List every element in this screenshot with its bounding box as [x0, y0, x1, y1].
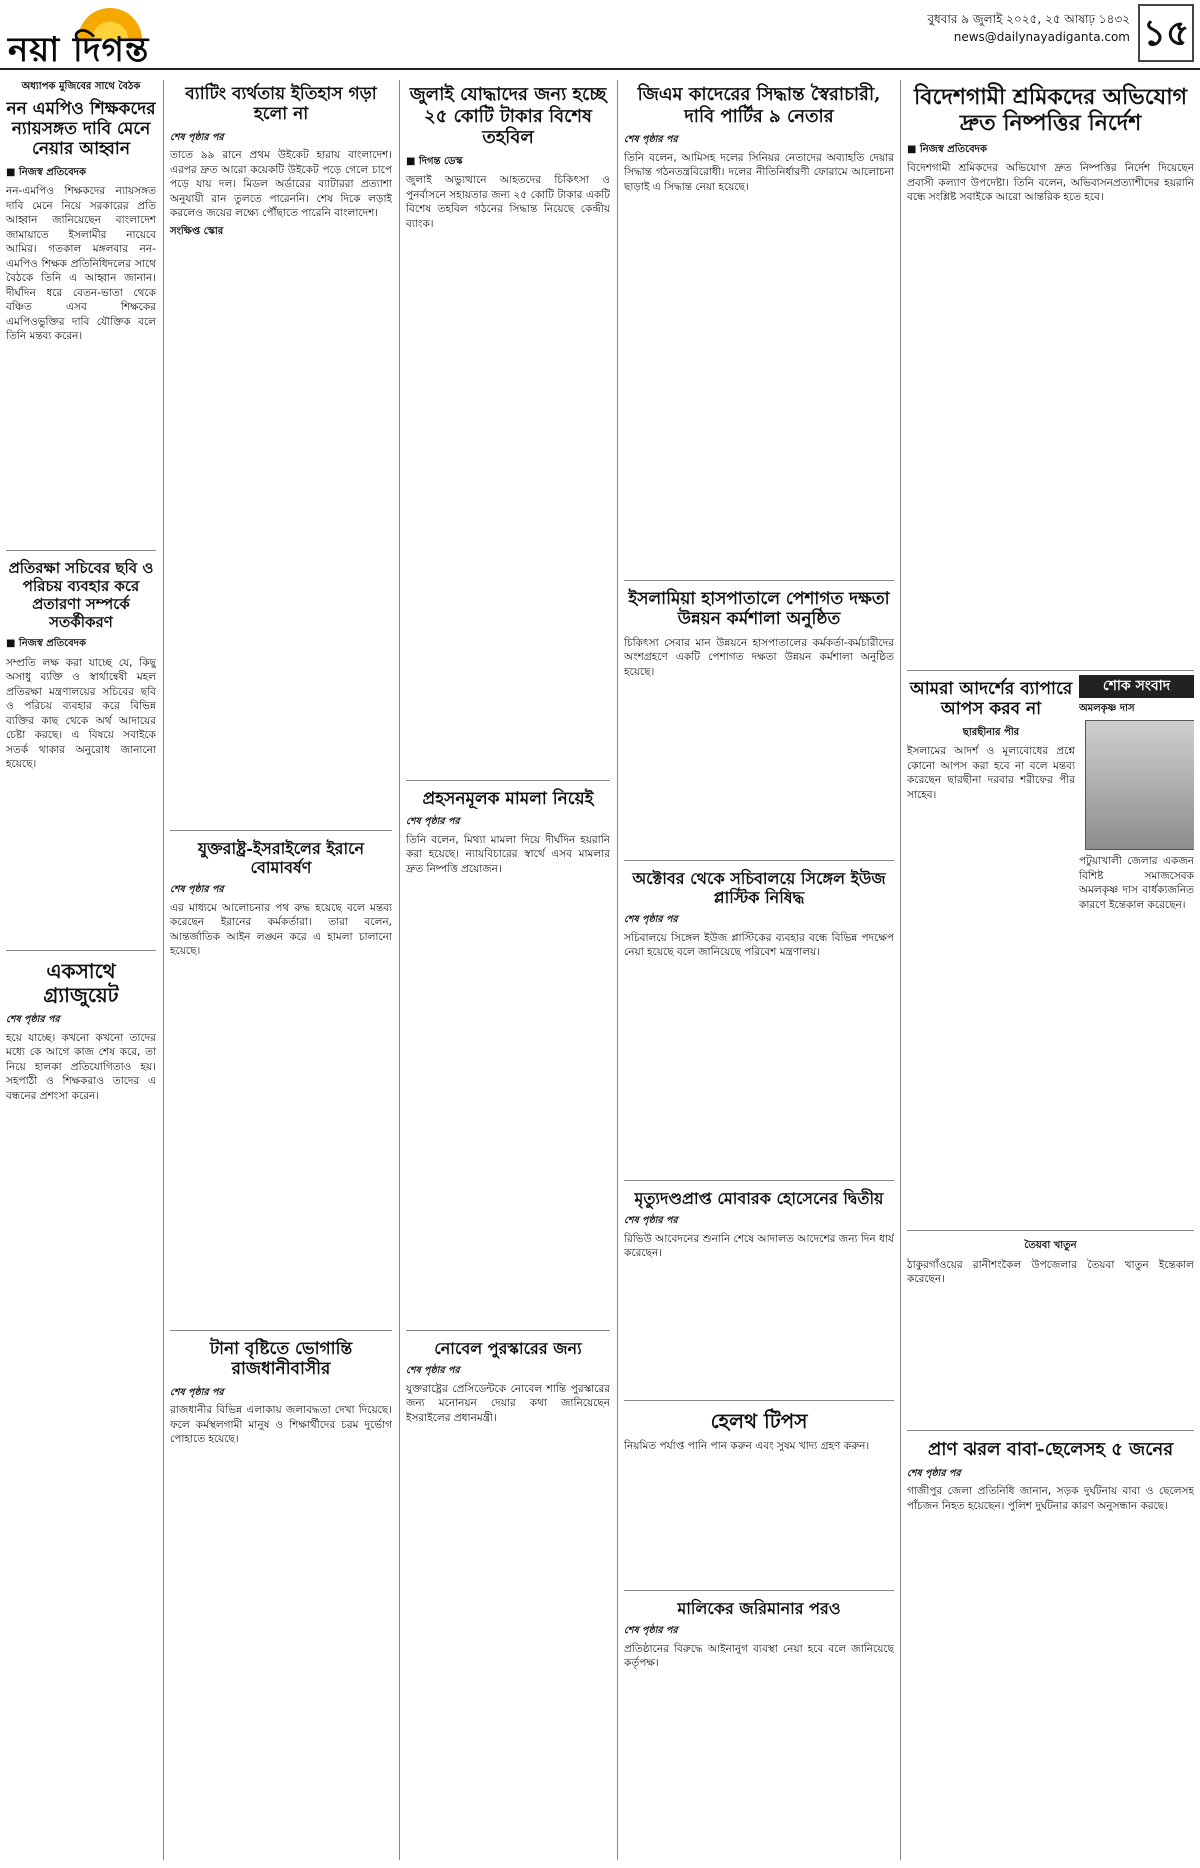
column-4	[624, 80, 894, 1840]
article-headline: অক্টোবর থেকে সচিবালয়ে সিঙ্গেল ইউজ প্লাস্টিক নিষিদ্ধ	[632, 869, 886, 908]
article-kicker: অধ্যাপক মুজিবের সাথে বৈঠক	[21, 81, 141, 92]
page-number: ১৫	[1138, 4, 1194, 62]
article-iran-bombing[interactable]	[170, 830, 392, 1330]
article-headline: একসাথে গ্র্যাজুয়েট	[43, 959, 119, 1007]
article-byline: ছারছীনার পীর	[962, 726, 1020, 738]
column-rule	[617, 80, 618, 1860]
article-body: তিনি বলেন, আমিসহ দলের সিনিয়র নেতাদের অব্যাহতি দেয়ার সিদ্ধান্ত গঠনতন্ত্রবিরোধী। দলের নীতিনির্ধারণী ফোরামে আলোচনা ছাড়াই এ সিদ্ধান্ত নেয়া হয়েছে।	[624, 151, 894, 193]
continued-label: শেষ পৃষ্ঠার পর	[624, 134, 678, 146]
logo-text: নয়া দিগন্ত	[8, 30, 150, 70]
article-body: রাজধানীর বিভিন্ন এলাকায় জলাবদ্ধতা দেখা দিয়েছে। ফলে কর্মস্থলগামী মানুষ ও শিক্ষার্থীদের চরম দুর্ভোগ পোহাতে হয়েছে।	[170, 1404, 392, 1446]
article-headline: নোবেল পুরস্কারের জন্য	[434, 1339, 582, 1358]
scorecard-title: সংক্ষিপ্ত স্কোর	[170, 225, 224, 237]
continued-label: শেষ পৃষ্ঠার পর	[406, 816, 460, 828]
obituary-heading: শোক সংবাদ	[1079, 675, 1194, 698]
article-headline: যুক্তরাষ্ট্র-ইসরাইলের ইরানে বোমাবর্ষণ	[197, 839, 365, 878]
article-body: এর মাধ্যমে আলোচনার পথ রুদ্ধ হয়েছে বলে মন্তব্য করেছেন ইরানের কর্মকর্তারা। তারা বলেন, আন্তর্জাতিক আইন লঙ্ঘন করে এ হামলা চালানো হয়েছে।	[170, 901, 392, 958]
dateline	[927, 10, 1130, 46]
article-owner-fine[interactable]	[624, 1590, 894, 1840]
continued-label: শেষ পৃষ্ঠার পর	[624, 1215, 678, 1227]
article-graduate-together[interactable]	[6, 950, 156, 1830]
article-headline: মৃত্যুদণ্ডপ্রাপ্ত মোবারক হোসেনের দ্বিতীয়	[634, 1189, 884, 1208]
article-rain-suffering[interactable]	[170, 1330, 392, 1830]
article-body: যুক্তরাষ্ট্রের প্রেসিডেন্টকে নোবেল শান্তি পুরস্কারের জন্য মনোনয়ন দেয়ার কথা জানিয়েছেন ইসরাইলের প্রধানমন্ত্রী।	[406, 1382, 610, 1424]
date-line: বুধবার ৯ জুলাই ২০২৫, ২৫ আষাঢ় ১৪৩২	[927, 12, 1130, 26]
article-body: চিকিৎসা সেবার মান উন্নয়নে হাসপাতালের কর্মকর্তা-কর্মচারীদের অংশগ্রহণে একটি পেশাগত দক্ষতা উন্নয়ন কর্মশালা অনুষ্ঠিত হয়েছে।	[624, 636, 894, 678]
article-headline: হেলথ টিপস	[710, 1409, 808, 1433]
article-july-fighters-fund[interactable]	[406, 80, 610, 780]
article-body: সম্প্রতি লক্ষ করা যাচ্ছে যে, কিছু অসাধু ব্যক্তি ও স্বার্থান্বেষী মহল প্রতিরক্ষা মন্ত্রণালয়ের সচিবের ছবি ও পরিচয় ব্যবহার করে বিভিন্ন ব্যক্তির কাছ থেকে অর্থ আদায়ের চেষ্টা করছে। এ বিষয়ে সবাইকে সতর্ক থাকার অনুরোধ জানানো হয়েছে।	[6, 656, 156, 770]
article-batting-failure[interactable]	[170, 80, 392, 830]
article-headline: জিএম কাদেরের সিদ্ধান্ত স্বৈরাচারী, দাবি পার্টির ৯ নেতার	[637, 84, 881, 127]
column-2	[170, 80, 392, 1830]
article-headline: নন এমপিও শিক্ষকদের ন্যায়সঙ্গত দাবি মেনে নেয়ার আহ্বান	[6, 98, 156, 160]
obituary-photo	[1085, 720, 1194, 850]
column-rule	[163, 80, 164, 1860]
article-health-tips[interactable]	[624, 1400, 894, 1590]
article-byline: ■ নিজস্ব প্রতিবেদক	[6, 638, 86, 649]
obituary-body: পটুয়াখালী জেলার একজন বিশিষ্ট সমাজসেবক অমলকৃষ্ণ দাস বার্ধক্যজনিত কারণে ইন্তেকাল করেছেন।	[1079, 855, 1194, 911]
article-body: বিদেশগামী শ্রমিকদের অভিযোগ দ্রুত নিষ্পত্তির নির্দেশ দিয়েছেন প্রবাসী কল্যাণ উপদেষ্টা। তিনি বলেন, অভিবাসনপ্রত্যাশীদের হয়রানি বন্ধে সংশ্লিষ্ট সবাইকে আরো আন্তরিক হতে হবে।	[907, 162, 1194, 204]
continued-label: শেষ পৃষ্ঠার পর	[6, 1014, 60, 1025]
continued-label: শেষ পৃষ্ঠার পর	[170, 1386, 224, 1398]
obituary-name: অমলকৃষ্ণ দাস	[1079, 702, 1135, 714]
article-body: গাজীপুর জেলা প্রতিনিধি জানান, সড়ক দুর্ঘটনায় বাবা ও ছেলেসহ পাঁচজন নিহত হয়েছেন। পুলিশ দুর্ঘটনার কারণ অনুসন্ধান করছে।	[907, 1485, 1194, 1512]
article-headline: বিদেশগামী শ্রমিকদের অভিযোগ দ্রুত নিষ্পত্তির নির্দেশ	[913, 84, 1188, 137]
article-headline: টানা বৃষ্টিতে ভোগান্তি রাজধানীবাসীর	[209, 1339, 353, 1380]
article-islamia-hospital[interactable]	[624, 580, 894, 860]
website-link[interactable]: news@dailynayadiganta.com	[953, 30, 1130, 44]
article-body: তিনি বলেন, মিথ্যা মামলা দিয়ে দীর্ঘদিন হয়রানি করা হয়েছে। ন্যায়বিচারের স্বার্থে এসব মামলার দ্রুত নিষ্পত্তি প্রয়োজন।	[406, 833, 610, 875]
article-defence-secretary[interactable]	[6, 550, 156, 950]
continued-label: শেষ পৃষ্ঠার পর	[624, 914, 678, 926]
masthead	[0, 0, 1200, 70]
article-headline: জুলাই যোদ্ধাদের জন্য হচ্ছে ২৫ কোটি টাকার বিশেষ তহবিল	[409, 84, 607, 149]
article-body: হয়ে যাচ্ছে। কখনো কখনো তাদের মধ্যে কে আগে কাজ শেষ করে, তা নিয়ে হালকা প্রতিযোগিতাও হয়। সহপাঠী ও শিক্ষকরাও তাদের এ বন্ধনের প্রশংসা করেন।	[6, 1031, 156, 1102]
article-secretariat-plastic[interactable]	[624, 860, 894, 1180]
continued-label: শেষ পৃষ্ঠার পর	[170, 131, 224, 143]
article-body: সচিবালয়ে সিঙ্গেল ইউজ প্লাস্টিকের ব্যবহার বন্ধে বিভিন্ন পদক্ষেপ নেয়া হয়েছে বলে জানিয়েছে পরিবেশ মন্ত্রণালয়।	[624, 931, 894, 959]
column-rule	[399, 80, 400, 1860]
article-headline: মালিকের জরিমানার পরও	[677, 1599, 841, 1618]
article-nobel-prize[interactable]	[406, 1330, 610, 1830]
article-headline: প্রহসনমূলক মামলা নিয়েই	[422, 789, 594, 809]
article-byline: ■ নিজস্ব প্রতিবেদক	[907, 143, 987, 155]
column-5	[907, 80, 1194, 1850]
article-byline: ■ দিগন্ত ডেস্ক	[406, 155, 463, 167]
continued-label: শেষ পৃষ্ঠার পর	[624, 1625, 678, 1637]
article-body: জুলাই অভ্যুত্থানে আহতদের চিকিৎসা ও পুনর্বাসনে সহায়তার জন্য ২৫ কোটি টাকার একটি বিশেষ তহবিল গঠনের সিদ্ধান্ত নিয়েছে কেন্দ্রীয় ব্যাংক।	[406, 174, 610, 230]
continued-label: শেষ পৃষ্ঠার পর	[907, 1467, 961, 1479]
continued-label: শেষ পৃষ্ঠার পর	[406, 1365, 460, 1377]
article-five-dead[interactable]	[907, 1430, 1194, 1850]
obituary-box	[1079, 675, 1194, 1225]
article-gm-quader[interactable]	[624, 80, 894, 580]
column-3	[406, 80, 610, 1830]
article-farcical-case[interactable]	[406, 780, 610, 1330]
article-headline: প্রাণ ঝরল বাবা-ছেলেসহ ৫ জনের	[927, 1439, 1174, 1460]
article-nonmpo-teachers[interactable]	[6, 80, 156, 550]
article-migrant-workers[interactable]	[907, 80, 1194, 670]
obituary-name: তৈয়বা খাতুন	[1024, 1240, 1077, 1251]
article-headline: আমরা আদর্শের ব্যাপারে আপস করব না	[909, 679, 1073, 720]
lower-section	[907, 670, 1194, 1230]
newspaper-logo[interactable]	[8, 6, 218, 70]
article-body: নন-এমপিও শিক্ষকদের ন্যায়সঙ্গত দাবি মেনে নিয়ে সরকারের প্রতি আহ্বান জানিয়েছেন বাংলাদেশ জামায়াতে ইসলামীর নায়েবে আমির। গতকাল মঙ্গলবার নন-এমপিও শিক্ষক প্রতিনিধিদলের সাথে বৈঠকে তিনি এ আহ্বান জানান। দীর্ঘদিন ধরে বেতন-ভাতা থেকে বঞ্চিত এসব শিক্ষকের এমপিওভুক্তির দাবি যৌক্তিক বলে তিনি মন্তব্য করেন।	[6, 185, 156, 343]
article-byline: ■ নিজস্ব প্রতিবেদক	[6, 166, 86, 178]
column-rule	[900, 80, 901, 1860]
article-body: তাতে ৯৯ রানে প্রথম উইকেট হারায় বাংলাদেশ। এরপর দ্রুত আরো কয়েকটি উইকেট পড়ে গেলে চাপে পড়ে যায় দল। মিডল অর্ডারের ব্যাটাররা প্রত্যাশা অনুযায়ী রান তুলতে পারেননি। শেষ দিকে লড়াই করলেও জয়ের লক্ষ্যে পৌঁছাতে পারেনি বাংলাদেশ।	[170, 149, 392, 220]
obituary-second	[907, 1230, 1194, 1430]
article-mobarak-hossain[interactable]	[624, 1180, 894, 1400]
continued-label: শেষ পৃষ্ঠার পর	[170, 884, 224, 896]
article-body: ইসলামের আদর্শ ও মূল্যবোধের প্রশ্নে কোনো আপস করা হবে না বলে মন্তব্য করেছেন ছারছীনা দরবার শরীফের পীর সাহেব।	[907, 745, 1075, 801]
article-charchina-pir[interactable]	[907, 675, 1075, 1225]
obituary-body: ঠাকুরগাঁওয়ের রানীশংকৈল উপজেলার তৈয়বা খাতুন ইন্তেকাল করেছেন।	[907, 1258, 1194, 1285]
article-headline: প্রতিরক্ষা সচিবের ছবি ও পরিচয় ব্যবহার করে প্রতারণা সম্পর্কে সতর্কীকরণ	[8, 559, 154, 631]
article-body: নিয়মিত পর্যাপ্ত পানি পান করুন এবং সুষম খাদ্য গ্রহণ করুন।	[624, 1440, 870, 1452]
article-body: প্রতিষ্ঠানের বিরুদ্ধে আইনানুগ ব্যবস্থা নেয়া হবে বলে জানিয়েছে কর্তৃপক্ষ।	[624, 1642, 894, 1670]
article-headline: ইসলামিয়া হাসপাতালে পেশাগত দক্ষতা উন্নয়ন কর্মশালা অনুষ্ঠিত	[628, 589, 890, 630]
article-headline: ব্যাটিং ব্যর্থতায় ইতিহাস গড়া হলো না	[185, 84, 377, 125]
column-1	[6, 80, 156, 1830]
article-body: রিভিউ আবেদনের শুনানি শেষে আদালত আদেশের জন্য দিন ধার্য করেছেন।	[624, 1232, 894, 1260]
